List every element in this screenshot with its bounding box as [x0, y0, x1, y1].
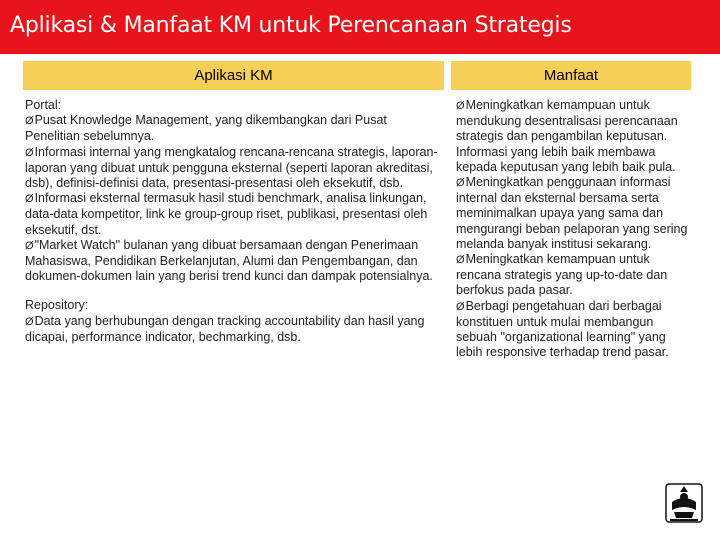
arrow-bullet-icon: Ø — [25, 193, 34, 206]
arrow-bullet-icon: Ø — [456, 100, 465, 112]
repository-title: Repository: — [25, 298, 89, 313]
list-item — [25, 314, 443, 345]
arrow-bullet-icon: Ø — [456, 254, 465, 267]
portal-item-text: "Market Watch" bulanan yang dibuat bersamaan dengan Penerimaan Mahasiswa, Pendidikan Berkelanjutan, Alumi dan Pengembangan, dan dokumen-dokumen lain yang berisi trend kunci dan dampak potensialnya. — [25, 237, 433, 284]
arrow-bullet-icon: Ø — [25, 146, 34, 159]
list-item — [25, 191, 443, 238]
manfaat-item-text: Meningkatkan penggunaan informasi internal dan eksternal bersama serta meminimalkan upaya yang sama dan mengurangi beban pelaporan yang sering melanda banyak institusi sekarang. — [456, 175, 688, 251]
arrow-bullet-icon: Ø — [456, 177, 465, 190]
list-item — [25, 145, 443, 192]
aplikasi-column — [25, 98, 443, 345]
column-header-aplikasi: Aplikasi KM — [23, 61, 444, 90]
portal-item-text: Informasi internal yang mengkatalog rencana-rencana strategis, laporan-laporan yang dibuat untuk pengguna eksternal (seperti laporan akreditasi, dsb), definisi-definisi data, presentasi-presentasi oleh eksekutif, dsb. — [25, 144, 438, 191]
portal-item-text: Pusat Knowledge Management, yang dikembangkan dari Pusat Penelitian sebelumnya. — [25, 113, 387, 144]
manfaat-column — [456, 98, 692, 360]
list-item — [25, 238, 443, 285]
list-item — [456, 299, 692, 361]
list-item — [25, 113, 443, 144]
column-header-manfaat: Manfaat — [451, 61, 691, 90]
university-logo-icon — [664, 480, 704, 525]
arrow-bullet-icon: Ø — [25, 115, 34, 128]
arrow-bullet-icon: Ø — [456, 300, 465, 313]
repository-item-text: Data yang berhubungan dengan tracking accountability dan hasil yang dicapai, performance indicator, bechmarking, dsb. — [25, 313, 425, 344]
manfaat-item-text: Berbagi pengetahuan dari berbagai konstituen untuk mulai membangun sebuah "organizational learning" yang lebih responsive terhadap trend pasar. — [456, 298, 669, 360]
portal-title: Portal: — [25, 98, 62, 112]
spacer — [25, 284, 443, 298]
manfaat-item-text: Meningkatkan kemampuan untuk mendukung desentralisasi perencanaan strategis dan pengambilan keputusan. Informasi yang lebih baik membawa kepada keputusan yang lebih baik pula. — [456, 98, 678, 174]
list-item — [456, 252, 692, 299]
arrow-bullet-icon: Ø — [25, 315, 34, 328]
list-item — [456, 175, 692, 252]
list-item — [456, 98, 692, 175]
portal-item-text: Informasi eksternal termasuk hasil studi benchmark, analisa linkungan, data-data kompetitor, link ke group-group riset, publikasi, presentasi oleh eksekutif, dst. — [25, 191, 428, 237]
slide-title: Aplikasi & Manfaat KM untuk Perencanaan Strategis — [10, 13, 572, 38]
title-bar — [0, 0, 720, 54]
arrow-bullet-icon: Ø — [25, 239, 34, 252]
manfaat-item-text: Meningkatkan kemampuan untuk rencana strategis yang up-to-date dan berfokus pada pasar. — [456, 252, 668, 298]
